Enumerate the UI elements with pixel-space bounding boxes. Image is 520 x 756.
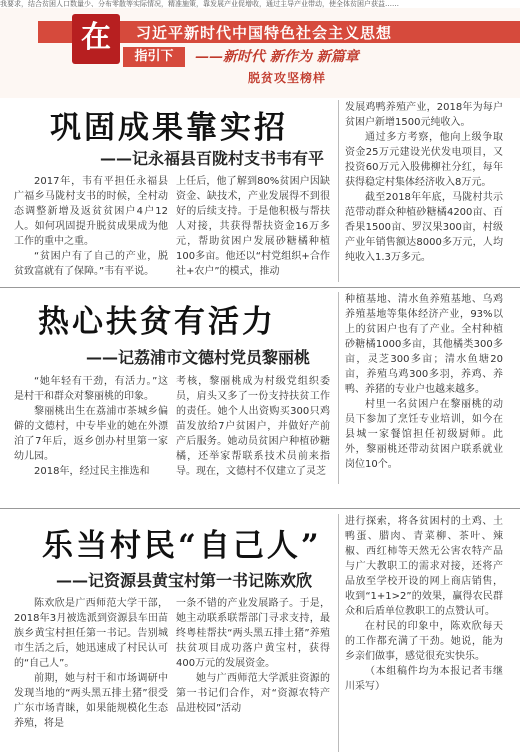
article-3-col-3 xyxy=(345,514,503,694)
column-divider xyxy=(338,514,339,752)
article-1-col-1 xyxy=(14,174,168,279)
paragraph: 在村民的印象中，陈欢欣每天的工作都充满了干劲。她说，能为乡亲们做事，感觉很充实快乐。 xyxy=(345,621,503,662)
paragraph: 前期，她与村干和市场调研中发现当地的“两头黑五排土猪”很受广东市场青睐，如果能规模化生态养殖，将是 xyxy=(14,673,168,729)
paragraph: 种植基地、清水鱼养殖基地、乌鸡养殖基地等集体经济产业，93%以上的贫困户也有了产业。全村种植砂糖橘1000多亩，其他橘类300多亩，灵芝300多亩；清水鱼塘20亩，养殖乌鸡300多羽，养鸡、养鸭、养猪的专业户也越来越多。 xyxy=(345,294,503,395)
paragraph: 2018年，经过民主推选和 xyxy=(34,466,150,477)
article-3-col-2 xyxy=(176,596,330,716)
paragraph: 村里一名贫困户在黎丽桃的动员下参加了烹饪专业培训，如今在县城一家餐馆担任初级厨师。此外，黎丽桃还带动贫困户联系就业岗位10个。 xyxy=(345,399,503,470)
paragraph: 陈欢欣是广西师范大学干部，2018年3月被选派到资源县车田苗族乡黄宝村担任第一书记。告别城市生活之后，她迅速成了村民认可的“自己人”。 xyxy=(14,598,168,669)
paragraph: 考核，黎丽桃成为村级党组织委员，肩头又多了一份支持扶贫工作的责任。她个人出资购买300只鸡苗发放给7户贫困户，并做好产前产后服务。她动员贫困户种植砂糖橘，还举家帮联系技术员前来指导。现在，文德村不仅建立了灵芝 xyxy=(176,376,330,477)
paragraph: 截至2018年年底，马陇村共示范带动群众种植砂糖橘4200亩、百香果1500亩、罗汉果300亩，村级产业年销售额达8000多万元，人均纯收入1.3万多元。 xyxy=(345,192,503,263)
banner-header: 习近平新时代中国特色社会主义思想 xyxy=(136,24,393,42)
section-divider xyxy=(0,287,520,288)
paragraph: 2017年，韦有平担任永福县广福乡马陇村支书的时候，全村动态调整新增及返贫贫困户4户12人。如何巩固提升脱贫成果成为他工作的重中之重。 xyxy=(14,176,168,247)
article-1-title: 巩固成果靠实招 xyxy=(50,110,288,146)
article-2-col-3 xyxy=(345,292,503,472)
article-1-col-2 xyxy=(176,174,330,279)
paragraph: “贫困户有了自己的产业，脱贫致富就有了保障。”韦有平说。 xyxy=(14,251,168,277)
article-2-col-2 xyxy=(176,374,330,479)
article-3-col-1 xyxy=(14,596,168,731)
banner-slogan: ——新时代 新作为 新篇章 xyxy=(195,49,359,65)
banner-guide: 指引下 xyxy=(123,47,185,67)
paragraph: 上任后，他了解到80%贫困户因缺资金、缺技术，产业发展得不到很好的后续支持。于是他积极与帮扶人对接，共获得帮扶资金16万多元，帮助贫困户发展砂糖橘种植100多亩。他还以“村党组织+合作社+农户”的模式，推动 xyxy=(176,176,330,277)
column-divider xyxy=(338,100,339,282)
paragraph: 发展鸡鸭养殖产业，2018年为每户贫困户新增1500元纯收入。 xyxy=(345,102,503,128)
column-divider xyxy=(338,292,339,484)
article-2-subtitle: ——记荔浦市文德村党员黎丽桃 xyxy=(86,348,311,367)
article-2-col-1 xyxy=(14,374,168,479)
article-3-title: 乐当村民“自己人” xyxy=(42,528,322,564)
banner-logo: 在 xyxy=(72,14,120,64)
paragraph: “她年轻有干劲，有活力。”这是村干和群众对黎丽桃的印象。 xyxy=(14,376,168,402)
article-1-col-3 xyxy=(345,100,503,265)
previous-article-strip: 我要求，结合贫困人口数量少、分布零散等实际情况，精准施策，靠发展产业促增收，通过主导产业带动，使全体贫困户获益…… xyxy=(0,0,399,8)
article-2-title: 热心扶贫有活力 xyxy=(38,304,276,340)
paragraph: 她与广西师范大学派驻资源的第一书记们合作，对“资源农特产品进校园”活动 xyxy=(176,673,330,714)
paragraph: 进行探索，将各贫困村的土鸡、土鸭蛋、腊肉、青菜柳、茶叶、辣椒、西红柿等天然无公害农特产品与广大教职工的需求对接，还将产品放至学校开设的网上商店销售，收到“1+1>2”的效果，赢得农民群众和后盾单位教职工的点赞认可。 xyxy=(345,516,503,617)
article-3-subtitle: ——记资源县黄宝村第一书记陈欢欣 xyxy=(56,571,313,590)
article-1-subtitle: ——记永福县百陇村支书韦有平 xyxy=(100,149,325,168)
byline: （本组稿件均为本报记者韦继川采写） xyxy=(345,666,503,692)
banner-subtitle: 脱贫攻坚榜样 xyxy=(248,71,327,85)
paragraph: 黎丽桃出生在荔浦市茶城乡偏僻的文德村，中专毕业的她在外漂泊了7年后，返乡创办村里第一家幼儿园。 xyxy=(14,406,168,462)
section-divider xyxy=(0,508,520,509)
paragraph: 一条不错的产业发展路子。于是，她主动联系联帮部门寻求支持，最终粤桂帮扶“两头黑五排土猪”养殖扶贫项目成功落户黄宝村，获得400万元的发展资金。 xyxy=(176,598,330,669)
paragraph: 通过多方考察，他向上级争取资金25万元建设光伏发电项目，又投资60万元入股佛柳社分红，每年获得稳定村集体经济收入8万元。 xyxy=(345,132,503,188)
